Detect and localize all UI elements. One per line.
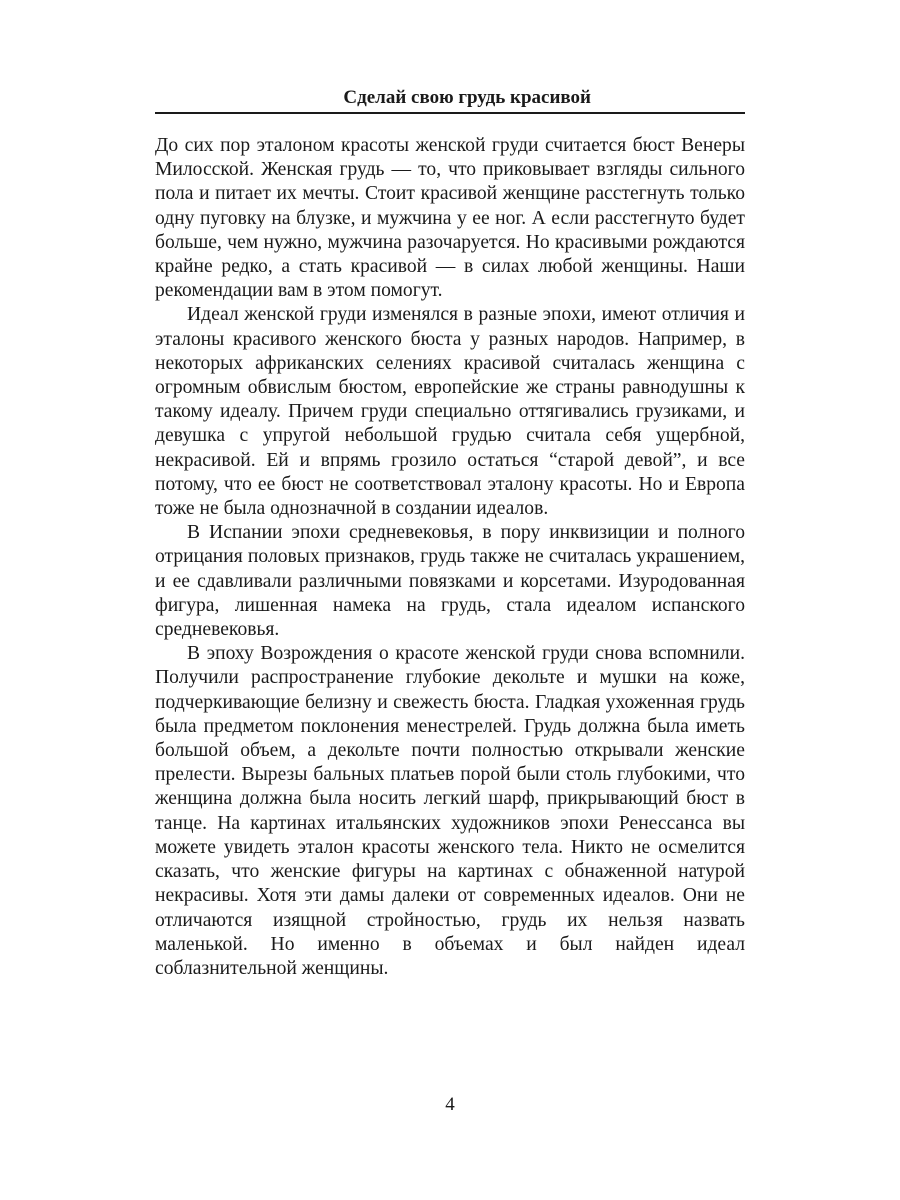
paragraph: Идеал женской груди изменялся в разные эпохи, имеют отличия и эталоны красивого женского бюста у разных народов. Например, в некоторых африканских селениях красивой считалась женщина с огромным обвислым бюстом, европейские же страны равнодушны к такому идеалу. Причем груди специально оттягивались грузиками, и девушка с упругой небольшой грудью считала себя ущербной, некрасивой. Ей и впрямь грозило остаться “старой девой”, и все потому, что ее бюст не соответствовал эталону красоты. Но и Европа тоже не была однозначной в создании идеалов.	[155, 304, 745, 520]
page-number: 4	[445, 1094, 455, 1115]
body-text	[155, 134, 745, 981]
paragraph: До сих пор эталоном красоты женской груди считается бюст Венеры Милосской. Женская грудь — то, что приковывает взгляды сильного пола и питает их мечты. Стоит красивой женщине расстегнуть только одну пуговку на блузке, и мужчина у ее ног. А если расстегнуто будет больше, чем нужно, мужчина разочаруется. Но красивыми рождаются крайне редко, а стать красивой — в силах любой женщины. Наши рекомендации вам в этом помогут.	[155, 135, 745, 302]
header-rule	[155, 112, 745, 114]
paragraph: В Испании эпохи средневековья, в пору инквизиции и полного отрицания половых признаков, грудь также не считалась украшением, и ее сдавливали различными повязками и корсетами. Изуродованная фигура, лишенная намека на грудь, стала идеалом испанского средневековья.	[155, 522, 745, 641]
paragraph: В эпоху Возрождения о красоте женской груди снова вспомнили. Получили распространение глубокие декольте и мушки на коже, подчеркивающие белизну и свежесть бюста. Гладкая ухоженная грудь была предметом поклонения менестрелей. Грудь должна была иметь большой объем, а декольте почти полностью открывали женские прелести. Вырезы бальных платьев порой были столь глубокими, что женщина должна была носить легкий шарф, прикрывающий бюст в танце. На картинах итальянских художников эпохи Ренессанса вы можете увидеть эталон красоты женского тела. Никто не осмелится сказать, что женские фигуры на картинах с обнаженной натурой некрасивы. Хотя эти дамы далеки от современных идеалов. Они не отличаются изящной стройностью, грудь их нельзя назвать маленькой. Но именно в объемах и был найден идеал соблазнительной женщины.	[155, 643, 745, 979]
running-title: Сделай свою грудь красивой	[343, 87, 591, 108]
